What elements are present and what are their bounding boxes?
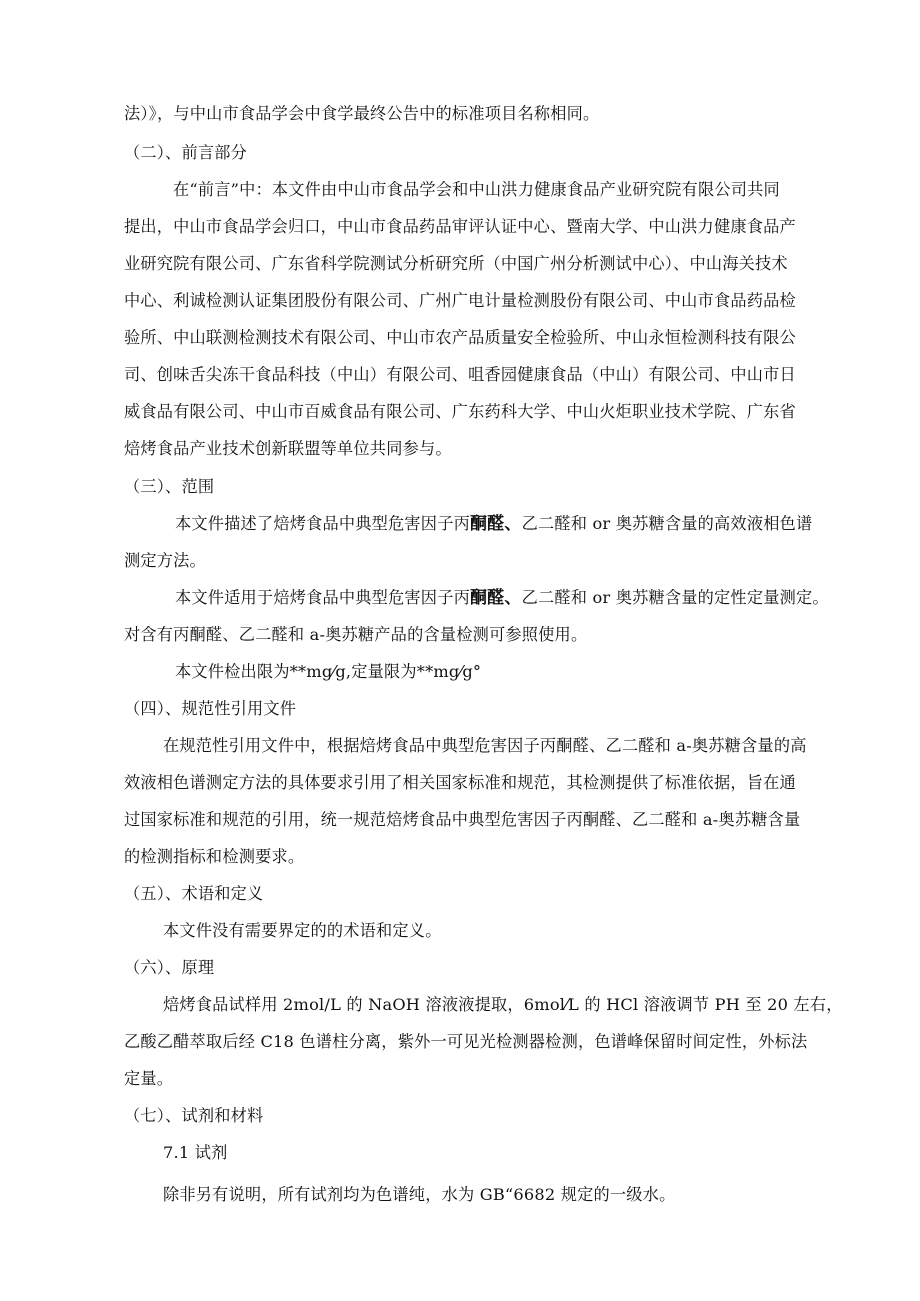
- text-run: 本文件适用于焙烤食品中典型危害因子丙: [175, 588, 470, 607]
- paragraph-line: 法）》，与中山市食品学会中食学最终公告中的标准项目名称相同。: [124, 104, 600, 123]
- paragraph-line: 司、创味舌尖冻干食品科技（中山）有限公司、咀香园健康食品（中山）有限公司、中山市日: [124, 365, 796, 384]
- paragraph-line: [175, 513, 812, 535]
- paragraph-line: 本文件没有需要界定的的术语和定义。: [163, 921, 442, 940]
- paragraph-line: 的检测指标和检测要求。: [124, 847, 305, 866]
- paragraph-line: 焙烤食品产业技术创新联盟等单位共同参与。: [124, 439, 452, 458]
- section-heading: （四）、规范性引用文件: [124, 699, 297, 718]
- paragraph-line: 效液相色谱测定方法的具体要求引用了相关国家标准和规范，其检测提供了标准依据，旨在通: [124, 773, 796, 792]
- paragraph-line: 在“前言”中：本文件由中山市食品学会和中山洪力健康食品产业研究院有限公司共同: [173, 180, 780, 199]
- paragraph-line: 乙酸乙醋萃取后经 C18 色谱柱分离，紫外一可见光检测器检测，色谱峰保留时间定性，外标法: [124, 1032, 808, 1051]
- paragraph-line: 威食品有限公司、中山市百威食品有限公司、广东药科大学、中山火炬职业技术学院、广东省: [124, 402, 796, 421]
- paragraph-line: 中心、利诚检测认证集团股份有限公司、广州广电计量检测股份有限公司、中山市食品药品检: [124, 291, 796, 310]
- paragraph-line: 定量。: [124, 1069, 174, 1088]
- section-heading: （六）、原理: [124, 958, 215, 977]
- section-heading: （三）、范围: [124, 477, 215, 496]
- section-heading: （五）、术语和定义: [124, 884, 264, 903]
- paragraph-line: 对含有丙酮醛、乙二醛和 a-奥苏糖产品的含量检测可参照使用。: [124, 625, 588, 644]
- paragraph-line: 测定方法。: [124, 551, 206, 570]
- text-run: 乙二醛和 or 奥苏糖含量的定性定量测定。: [521, 588, 829, 607]
- bold-text-run: 酮醛、: [469, 588, 522, 608]
- paragraph-line: 本文件检出限为**mg⁄g,定量限为**mg⁄g°: [175, 662, 482, 681]
- subsection-heading: 7.1 试剂: [163, 1143, 228, 1162]
- section-heading: （二）、前言部分: [124, 143, 247, 162]
- paragraph-line: 在规范性引用文件中，根据焙烤食品中典型危害因子丙酮醛、乙二醛和 a-奥苏糖含量的高: [163, 736, 807, 755]
- text-run: 乙二醛和 or 奥苏糖含量的高效液相色谱: [521, 514, 813, 533]
- paragraph-line: 业研究院有限公司、广东省科学院测试分析研究所（中国广州分析测试中心）、中山海关技术: [124, 254, 788, 273]
- paragraph-line: 除非另有说明，所有试剂均为色谱纯，水为 GB“6682 规定的一级水。: [163, 1185, 676, 1204]
- paragraph-line: 验所、中山联测检测技术有限公司、中山市农产品质量安全检验所、中山永恒检测科技有限公: [124, 328, 796, 347]
- text-run: 本文件描述了焙烤食品中典型危害因子丙: [175, 514, 470, 533]
- section-heading: （七）、试剂和材料: [124, 1106, 264, 1125]
- paragraph-line: [175, 587, 829, 609]
- bold-text-run: 酮醛、: [469, 514, 522, 534]
- paragraph-line: 提出，中山市食品学会归口，中山市食品药品审评认证中心、暨南大学、中山洪力健康食品产: [124, 217, 796, 236]
- paragraph-line: 过国家标准和规范的引用，统一规范焙烤食品中典型危害因子丙酮醛、乙二醛和 a-奥苏糖含量: [124, 810, 801, 829]
- paragraph-line: 焙烤食品试样用 2mol/L 的 NaOH 溶液液提取，6mol⁄L 的 HCl 溶液调节 PH 至 20 左右，: [163, 995, 843, 1014]
